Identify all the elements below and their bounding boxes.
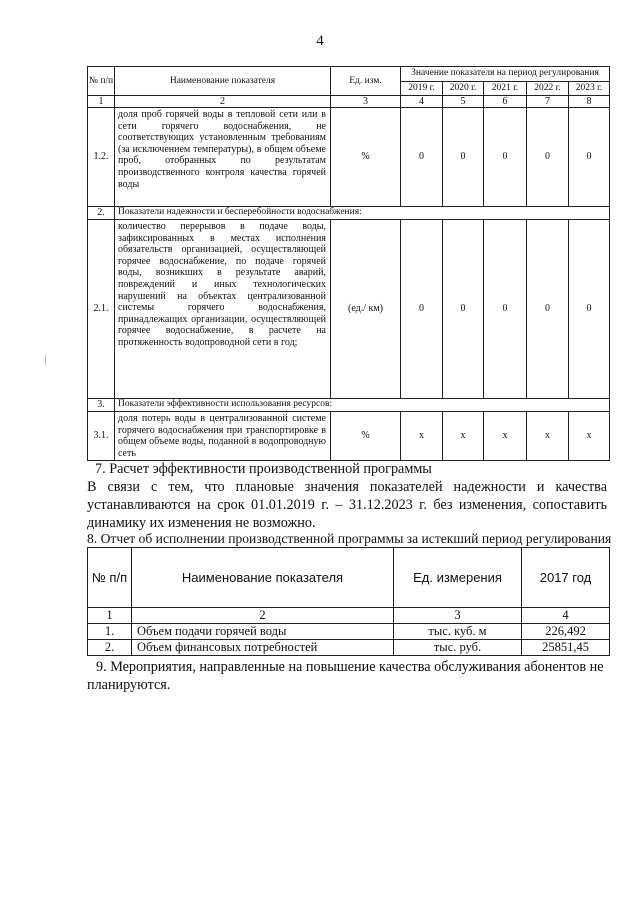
column-index: 4: [401, 96, 443, 108]
section-7-title: 7. Расчет эффективности производственной программы: [95, 461, 432, 477]
column-index: 1: [88, 96, 115, 108]
row-num: 1.2.: [88, 108, 115, 207]
row-num: 2.1.: [88, 220, 115, 399]
row-value: 0: [484, 108, 527, 207]
row-value: 0: [401, 220, 443, 399]
header-name: Наименование показателя: [115, 67, 331, 96]
report-table: [87, 547, 610, 656]
row-name: количество перерывов в подаче воды, зафиксированных в местах исполнения обязательств организацией, осуществляющей горячее водоснабжение, по подаче горячей воды, возникших в результате аварий, повреждений и иных технологических нарушений на объектах централизованной системы горячего водоснабжения, принадлежащих организации, осуществляющей горячее водоснабжение, в расчете на протяженность водопроводной сети в год;: [115, 220, 331, 399]
header-year: 2021 г.: [484, 81, 527, 96]
row-value: 0: [527, 220, 569, 399]
table-row: [88, 412, 610, 461]
row-value: 0: [569, 220, 610, 399]
row-name: Объем подачи горячей воды: [132, 624, 394, 640]
column-index-row: [88, 608, 610, 624]
column-index: 2: [115, 96, 331, 108]
page-number: 4: [316, 33, 324, 49]
row-name: доля потерь воды в централизованной системе горячего водоснабжения при транспортировке в общем объеме воды, поданной в водопроводную сеть: [115, 412, 331, 461]
section-title: Показатели надежности и бесперебойности водоснабжения:: [115, 207, 610, 220]
section-row: [88, 207, 610, 220]
section-7-text: В связи с тем, что плановые значения показателей надежности и качества устанавливаются на срок 01.01.2019 г. – 31.12.2023 г. без изменения, сопоставить динамику их изменения не возможно.: [87, 479, 607, 531]
header-num: № п/п: [88, 548, 132, 608]
table-row: [88, 640, 610, 656]
header-year: 2020 г.: [443, 81, 484, 96]
row-value: х: [401, 412, 443, 461]
header-unit: Ед. изм.: [331, 67, 401, 96]
row-unit: (ед./ км): [331, 220, 401, 399]
row-unit: тыс. куб. м: [394, 624, 522, 640]
row-num: 1.: [88, 624, 132, 640]
row-num: 2.: [88, 640, 132, 656]
header-year: 2017 год: [522, 548, 610, 608]
column-index: 1: [88, 608, 132, 624]
header-num: № п/п: [88, 67, 115, 96]
row-value: 0: [443, 108, 484, 207]
table-header-row: [88, 548, 610, 608]
section-8-title: 8. Отчет об исполнении производственной программы за истекший период регулирования: [87, 531, 612, 546]
row-value: х: [443, 412, 484, 461]
column-index: 6: [484, 96, 527, 108]
section-num: 3.: [88, 399, 115, 412]
section-num: 2.: [88, 207, 115, 220]
table-row: [88, 220, 610, 399]
column-index: 4: [522, 608, 610, 624]
column-index: 2: [132, 608, 394, 624]
table-header-row: [88, 67, 610, 82]
row-value: 25851,45: [522, 640, 610, 656]
header-name: Наименование показателя: [132, 548, 394, 608]
column-index: 3: [331, 96, 401, 108]
scan-edge-mark: [45, 355, 46, 365]
column-index: 5: [443, 96, 484, 108]
section-9-text: 9. Мероприятия, направленные на повышение качества обслуживания абонентов не планируются.: [87, 659, 604, 693]
column-index: 7: [527, 96, 569, 108]
row-unit: %: [331, 108, 401, 207]
row-value: х: [569, 412, 610, 461]
row-num: 3.1.: [88, 412, 115, 461]
column-index: 3: [394, 608, 522, 624]
header-year: 2022 г.: [527, 81, 569, 96]
column-index: 8: [569, 96, 610, 108]
row-name: Объем финансовых потребностей: [132, 640, 394, 656]
row-value: 0: [484, 220, 527, 399]
header-period: Значение показателя на период регулирования: [401, 67, 610, 82]
table-row: [88, 108, 610, 207]
row-value: 0: [527, 108, 569, 207]
column-index-row: [88, 96, 610, 108]
table-row: [88, 624, 610, 640]
row-value: 0: [569, 108, 610, 207]
header-year: 2019 г.: [401, 81, 443, 96]
indicators-table: [87, 66, 610, 461]
row-unit: тыс. руб.: [394, 640, 522, 656]
header-unit: Ед. измерения: [394, 548, 522, 608]
section-title: Показатели эффективности использования ресурсов:: [115, 399, 610, 412]
row-name: доля проб горячей воды в тепловой сети или в сети горячего водоснабжения, не соответствующих установленным требованиям (за исключением температуры), в общем объеме проб, отобранных по результатам производственного контроля качества горячей воды: [115, 108, 331, 207]
row-value: 0: [401, 108, 443, 207]
header-year: 2023 г.: [569, 81, 610, 96]
row-value: 0: [443, 220, 484, 399]
row-unit: %: [331, 412, 401, 461]
row-value: х: [484, 412, 527, 461]
row-value: 226,492: [522, 624, 610, 640]
section-row: [88, 399, 610, 412]
row-value: х: [527, 412, 569, 461]
